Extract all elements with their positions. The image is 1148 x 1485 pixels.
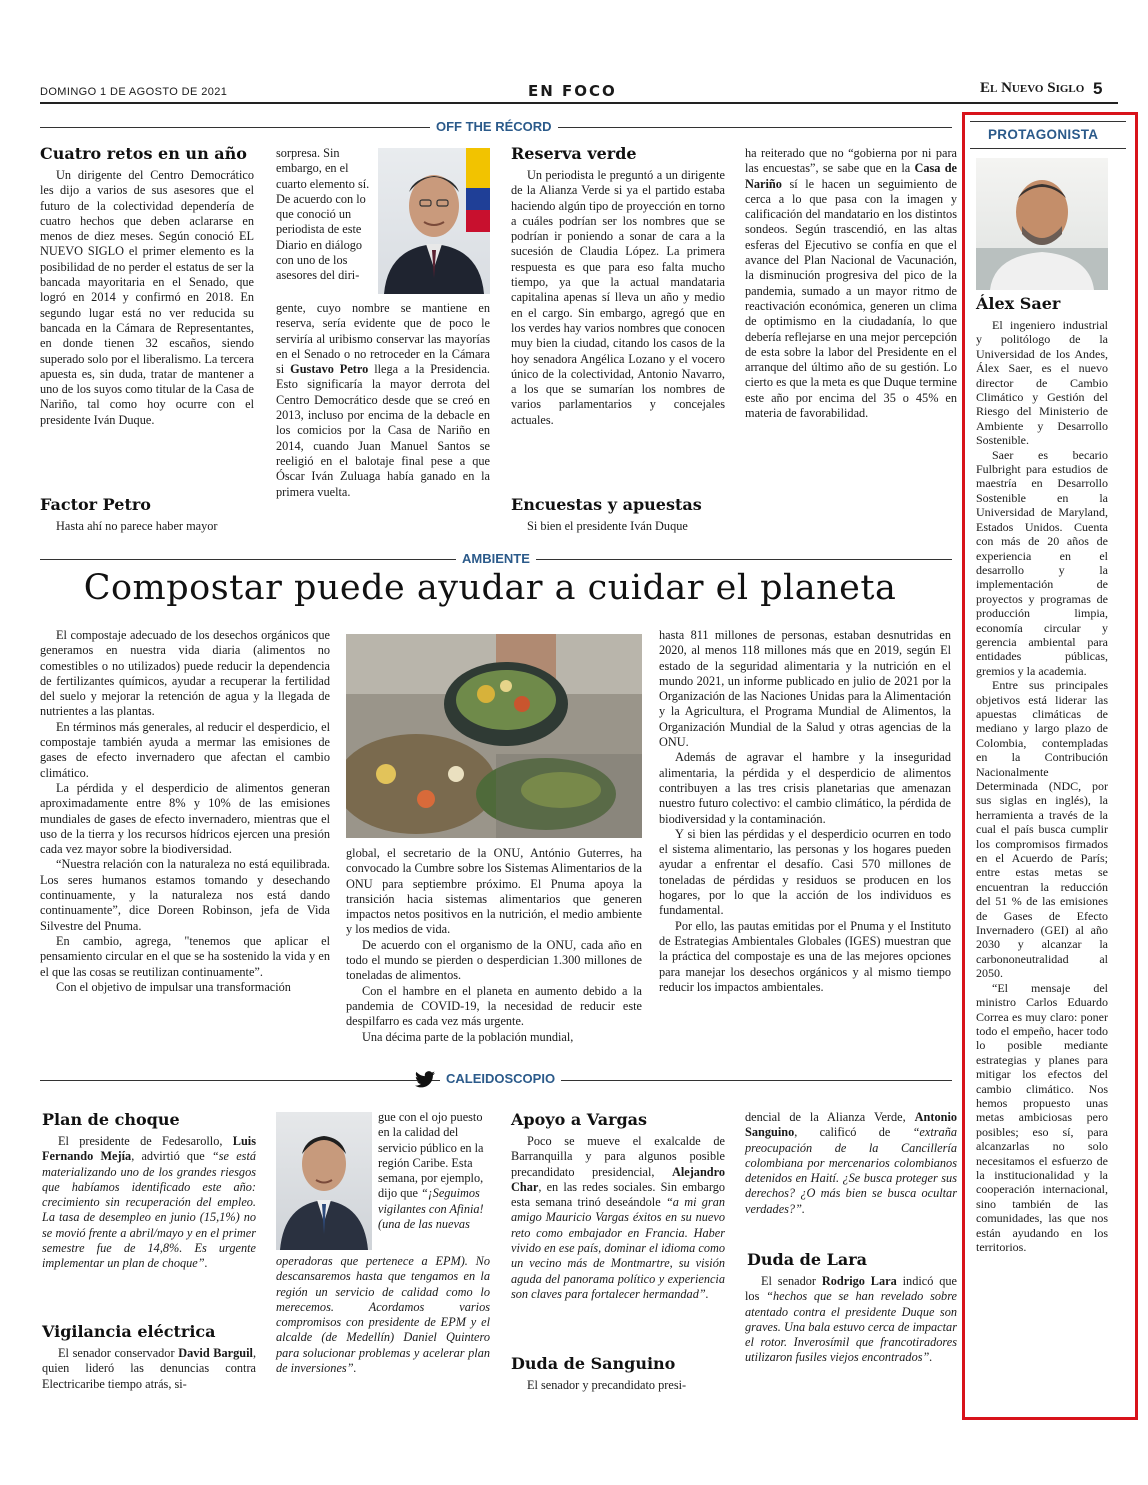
protagonista-name: Álex Saer (976, 294, 1061, 313)
text-span: , calificó de (794, 1125, 891, 1140)
paragraph: hasta 811 millones de personas, estaban desnutridas en 2020, al menos 118 millones más que en 2019, según El estado de la seguridad alimentaria y la nutrición en el mundo 2021, un informe publicado en julio de 2021 por la Organización de las Naciones Unidas para la Alimentación y la Agricultura, el Programa Mundial de Alimentos, la Organización Mundial de la Salud y otras agencias de la ONU. (659, 628, 951, 750)
article-column-1 (40, 628, 330, 995)
bold-name: Casa de Nariño (745, 161, 957, 191)
italic-quote: “hechos que se han revelado sobre atentado contra el presidente Duque son graves. Una bala estuvo cerca de impactar el rotor. Inverosímil que francotiradores utilizaron fusiles viejos encontrados”. (745, 1289, 957, 1365)
paragraph (276, 301, 490, 500)
column-vigilancia (42, 1346, 256, 1392)
headline-factor-petro: Factor Petro (40, 495, 151, 514)
section-label-off-the-record: OFF THE RÉCORD (430, 119, 558, 134)
column-vigilancia-top (378, 1110, 490, 1232)
paragraph: El compostaje adecuado de los desechos orgánicos que generamos en nuestra vida diaria (alimentos no comestibles o no utilizados) puede reducir la dependencia de fertilizantes químicos, ayudar a recuperar la fertilidad del suelo y mejorar la retención de agua y la llegada de nutrientes a las plantas. (40, 628, 330, 719)
column-encuestas-continued (745, 146, 957, 421)
paragraph: Por ello, las pautas emitidas por el Pnuma y el Instituto de Estrategias Ambientales Globales (IGES) muestran que la práctica del compostaje es una de las mejores opciones para manejar los desechos orgánicos y al mismo tiempo reducir los impactos ambientales. (659, 918, 951, 994)
text-span: dencial de la Alianza Verde, (745, 1110, 906, 1124)
paragraph (276, 1254, 490, 1376)
paragraph: En cambio, agrega, "tenemos que aplicar el pensamiento circular en el que se ha sostenido la vida y en el que las cosas se reutilizan continuamente”. (40, 933, 330, 979)
bold-name: David Barguil (178, 1346, 253, 1360)
article-column-3 (659, 628, 951, 995)
column-duda-sanguino (511, 1378, 725, 1393)
headline-duda-sanguino: Duda de Sanguino (511, 1354, 676, 1373)
italic-quote: operadoras que pertenece a EPM). No descansaremos hasta que tengamos en la región un servicio de calidad como lo merecemos. Acordamos varios compromisos con presidente de EPM y el alcalde (de Medellín) Daniel Quintero para solucionar problemas y acelerar plan de inversiones”. (276, 1254, 490, 1376)
column-cuatro-retos (40, 168, 254, 428)
text-span: gente, cuyo nombre se mantiene en reserva, sería evidente que de poco le serviría al uribismo conservar las mayorías en el Senado o no retroceder en la Cámara si (276, 301, 490, 377)
david-barguil-photo (276, 1112, 372, 1250)
paragraph: Un periodista le preguntó a un dirigente de la Alianza Verde si ya el partido estaba haciendo algún tipo de proyección en torno a cuáles podrían ser los nombres que se podrían ir poniendo a sonar de cara a la sucesión de Claudia López. La primera respuesta es que para eso falta mucho tiempo, ya que la actual mandataria capitalina apenas sí lleva un año y medio en el cargo. Sin embargo, agregó que en los verdes hay varios nombres que conocen muy bien la ciudad, citando los casos de la hoy senadora Angélica Lozano y el vocero único de la colectividad, Antonio Navarro, a los que se sumarían los nombres de varios parlamentarios y concejales actuales. (511, 168, 725, 427)
paragraph: Si bien el presidente Iván Duque (527, 519, 688, 533)
bold-name: Alejandro Char (511, 1164, 726, 1194)
paragraph: Con el objetivo de impulsar una transformación (56, 979, 291, 994)
paragraph: Una décima parte de la población mundial, (362, 1029, 574, 1044)
paragraph: “El mensaje del ministro Carlos Eduardo Correa es muy claro: poner todo el empeño, hacer todo lo posible mediante estrategias y planes para mitigar los efectos del cambio climático. Nos hemos propuesto unas metas ambiciosas pero posibles; eso sí, para alcanzarlas no solo necesitamos el esfuerzo de la institucionalidad y la cooperación internacional, sino también de las comunidades, las que nos están ayudando en los territorios. (976, 980, 1108, 1254)
edition-date: DOMINGO 1 DE AGOSTO DE 2021 (40, 86, 228, 98)
italic-quote: “a mi gran amigo Mauricio Vargas éxitos en su nuevo reto como embajador en Francia. Haber vivido en ese país, dominar el idioma como un vecino más de Montmartre, su visión aguda del panorama político y experiencia son claves para fortalecer hermandad”. (511, 1195, 725, 1301)
text-span: , quien lideró las denuncias contra Electricaribe tiempo atrás, si- (42, 1346, 257, 1391)
headline-cuatro-retos: Cuatro retos en un año (40, 144, 247, 163)
portrait-illustration-icon (976, 158, 1108, 290)
protagonista-label: PROTAGONISTA (988, 127, 1099, 142)
italic-quote: “extraña preocupación de la Cancillería colombiana por mercenarios colombianos detenidos en Haití. ¿Se busca proteger sus derechos? ¿O más bien se busca ocultar verdades?”. (745, 1125, 957, 1216)
column-factor-petro-bottom (276, 301, 490, 500)
column-duda-lara (745, 1274, 957, 1366)
paragraph: La pérdida y el desperdicio de alimentos generan aproximadamente entre 8% y 10% de las emisiones mundiales de gases de efecto invernadero, mientras que el uso de la tierra y los recursos hídricos ejercen una presión cada vez mayor sobre la biodiversidad. (40, 780, 330, 857)
compost-photo (346, 634, 642, 838)
text-span: gue con el ojo puesto en la calidad del servicio público en la región Caribe. Esta semana, por ejemplo, dijo que (378, 1110, 484, 1201)
bold-name: Antonio Sanguino (745, 1110, 958, 1140)
paragraph: Saer es becario Fulbright para estudios de maestría en Desarrollo Sostenible en la Universidad de Maryland, Estados Unidos. Cuenta con más de 20 años de experiencia en el desarrollo y la implementación de proyectos y programas de producción limpia, economía circular y gerencia ambiental para entidades públicas, gremios y la academia. (976, 447, 1108, 678)
text-span: , advirtió que (131, 1149, 205, 1164)
section-label-ambiente: AMBIENTE (456, 551, 536, 566)
paragraph: En términos más generales, al reducir el desperdicio, el compostaje también ayuda a mermar las emisiones de gases de efecto invernadero que afectan el cambio climático. (40, 719, 330, 780)
paragraph: El ingeniero industrial y politólogo de la Universidad de los Andes, Álex Saer, es el nuevo director de Cambio Climático y Gestión del Riesgo del Ministerio de Ambiente y Desarrollo Sostenible. (976, 318, 1108, 448)
text-span: llega a la Presidencia. Esto significaría la mayor derrota del Centro Democrático desde que se creó en 2013, incluso por encima de la debacle en los comicios por la Casa de Nariño en 2014, cuando Juan Manuel Santos se reeligió en el balotaje final pese a que Óscar Iván Zuluaga había ganado en la primera vuelta. (276, 362, 490, 499)
column-vigilancia-bottom (276, 1254, 490, 1376)
headline-vigilancia: Vigilancia eléctrica (42, 1322, 216, 1341)
text-span: , en las redes sociales. Sin embargo esta semana trinó deseándole (511, 1179, 725, 1210)
portrait-illustration-icon (378, 148, 490, 294)
text-span: indicó que los (745, 1274, 957, 1304)
text-span: El senador conservador (58, 1346, 175, 1360)
protagonista-top-rule (970, 121, 1126, 122)
paragraph: El senador y precandidato presi- (527, 1378, 687, 1392)
paragraph (745, 1110, 957, 1217)
paragraph: global, el secretario de la ONU, António Guterres, ha convocado la Cumbre sobre los Sistemas Alimentarios de la ONU para septiembre próximo. El Pnuma apoya la transición hacia sistemas alimentarios que generen impactos netos positivos en la nutrición, el medio ambiente y los medios de vida. (346, 846, 642, 937)
column-duda-sanguino-continued (745, 1110, 957, 1217)
column-factor-petro-top (276, 146, 372, 284)
column-apoyo-vargas (511, 1134, 725, 1302)
paragraph: Con el hambre en el planeta en aumento debido a la pandemia de COVID-19, la necesidad de reducir este despilfarro es cada vez más urgente. (346, 983, 642, 1029)
paragraph (511, 1134, 725, 1302)
italic-quote: “¡Seguimos vigilantes con Afinia! (una de las nuevas (378, 1186, 484, 1232)
headline-apoyo-vargas: Apoyo a Vargas (511, 1110, 648, 1129)
headline-plan-de-choque: Plan de choque (42, 1110, 180, 1129)
twitter-bird-icon (415, 1071, 435, 1092)
headline-duda-lara: Duda de Lara (747, 1250, 867, 1269)
column-factor-petro (40, 519, 254, 534)
protagonista-profile-text (976, 318, 1108, 1254)
page-number: 5 (1093, 79, 1103, 98)
section-name: EN FOCO (528, 82, 617, 100)
paragraph: sorpresa. Sin embargo, en el cuarto elemento sí. De acuerdo con lo que conoció un periodista de este Diario en diálogo con uno de los asesores del diri- (276, 146, 370, 283)
paragraph: Entre sus principales objetivos está liderar las apuestas climáticas de mediano y largo plazo de Colombia, contempladas en la Contribución Nacionalmente Determinada (NDC, por sus siglas en inglés), la herramienta a través de la cual el país busca cumplir los compromisos firmados en el Acuerdo de París; entre estas metas se encuentran la reducción del 51 % de las emisiones de Gases de Efecto Invernadero (GEI) al año 2030 y alcanzar la carbononeutralidad al 2050. (976, 678, 1108, 981)
paragraph: Hasta ahí no parece haber mayor (56, 519, 218, 533)
paragraph: Además de agravar el hambre y la inseguridad alimentaria, la pérdida y el desperdicio de alimentos contribuyen a las tres crisis planetarias que amenazan nuestro futuro colectivo: el cambio climático, la pérdida de biodiversidad y la contaminación. (659, 750, 951, 826)
italic-quote: “se está materializando uno de los grandes riesgos que habíamos identificado este año: crecimiento sin recuperación del empleo. La tasa de desempleo en junio (15,1%) no se movió frente a abril/mayo y en el primer semestre fue de 14,8%. Es urgente implementar un plan de choque”. (42, 1149, 257, 1271)
text-span: El senador (761, 1274, 817, 1288)
gustavo-petro-photo (378, 148, 490, 294)
compost-illustration-icon (346, 634, 642, 838)
paragraph: Un dirigente del Centro Democrático les dijo a varios de sus asesores que el futuro de la colectividad dependería de cuatro hechos que deben aclararse en menos de diez meses. Según conoció EL NUEVO SIGLO el primer elemento es la posibilidad de no perder el estatus de ser la bancada mayoritaria en el Senado, que logró en 2014 y confirmó en 2018. En segundo lugar está no ver reducida su bancada en la Cámara de Representantes, en donde tienen 32 escaños, siendo superado solo por el liberalismo. La tercera apuesta es, sin duda, tratar de mantener a uno de los suyos como titular de la Casa de Nariño, tal como hoy ocurre con el presidente Iván Duque. (40, 168, 254, 427)
portrait-illustration-icon (276, 1112, 372, 1250)
headline-encuestas: Encuestas y apuestas (511, 495, 702, 514)
paragraph (378, 1110, 490, 1232)
column-reserva-verde (511, 168, 725, 428)
paragraph (42, 1346, 256, 1392)
paragraph (42, 1134, 256, 1272)
bold-name: Luis Fernando Mejía (42, 1134, 256, 1164)
column-plan-de-choque (42, 1134, 256, 1272)
paragraph: “Nuestra relación con la naturaleza no está equilibrada. Los seres humanos estamos tomando y desechando continuamente, y la naturaleza nos está dando continuamente”, dice Doreen Robinson, jefa de Vida Silvestre del Pnuma. (40, 857, 330, 933)
text-span: Poco se mueve el exalcalde de Barranquilla y para algunos posible precandidato presidencial, (511, 1134, 725, 1179)
text-span: ha reiterado que no “gobierna por ni para las encuestas”, se sabe que en la (745, 146, 957, 176)
paragraph (745, 146, 957, 421)
article-column-2 (346, 846, 642, 1045)
paragraph (745, 1274, 957, 1366)
newspaper-brand: El Nuevo Siglo (980, 80, 1085, 96)
paragraph: De acuerdo con el organismo de la ONU, cada año en todo el mundo se pierden o desperdician 1.300 millones de toneladas de alimentos. (346, 937, 642, 983)
alex-saer-photo (976, 158, 1108, 290)
bold-name: Rodrigo Lara (821, 1274, 897, 1288)
column-encuestas (511, 519, 725, 534)
protagonista-label-rule (970, 148, 1126, 149)
header-rule (40, 102, 1118, 104)
headline-reserva-verde: Reserva verde (511, 144, 637, 163)
paragraph: Y si bien las pérdidas y el desperdicio ocurren en todo el sistema alimentario, las personas y los hogares pueden ayudar a enfrentar el desafío. Casi 570 millones de toneladas de pérdidas y residuos se producen en los hogares, por lo que la acción de los individuos es fundamental. (659, 826, 951, 918)
article-headline: Compostar puede ayudar a cuidar el planeta (83, 568, 897, 608)
bold-name: Gustavo Petro (290, 362, 369, 377)
section-label-caleidoscopio: CALEIDOSCOPIO (440, 1071, 561, 1086)
text-span: sí le hacen un seguimiento de cerca a lo que pasa con la imagen y calificación del mandatario en los distintos sondeos. Según trascendió, en las altas esferas del Ejecutivo se confía en que el avance del Plan Nacional de Vacunación, la disminución progresiva del pico de la pandemia, sumado a un mayor ritmo de reactivación económica, generen un clima de optimismo en la ciudadanía, lo que debería reflejarse en una mejor percepción de esta sobre la labor del Presidente en el arranque del último año de su gestión. Lo cierto es que la meta es que Duque termine este año por encima del 35 o 45% en materia de favorabilidad. (745, 176, 957, 421)
text-span: El presidente de Fedesarollo, (58, 1134, 223, 1148)
